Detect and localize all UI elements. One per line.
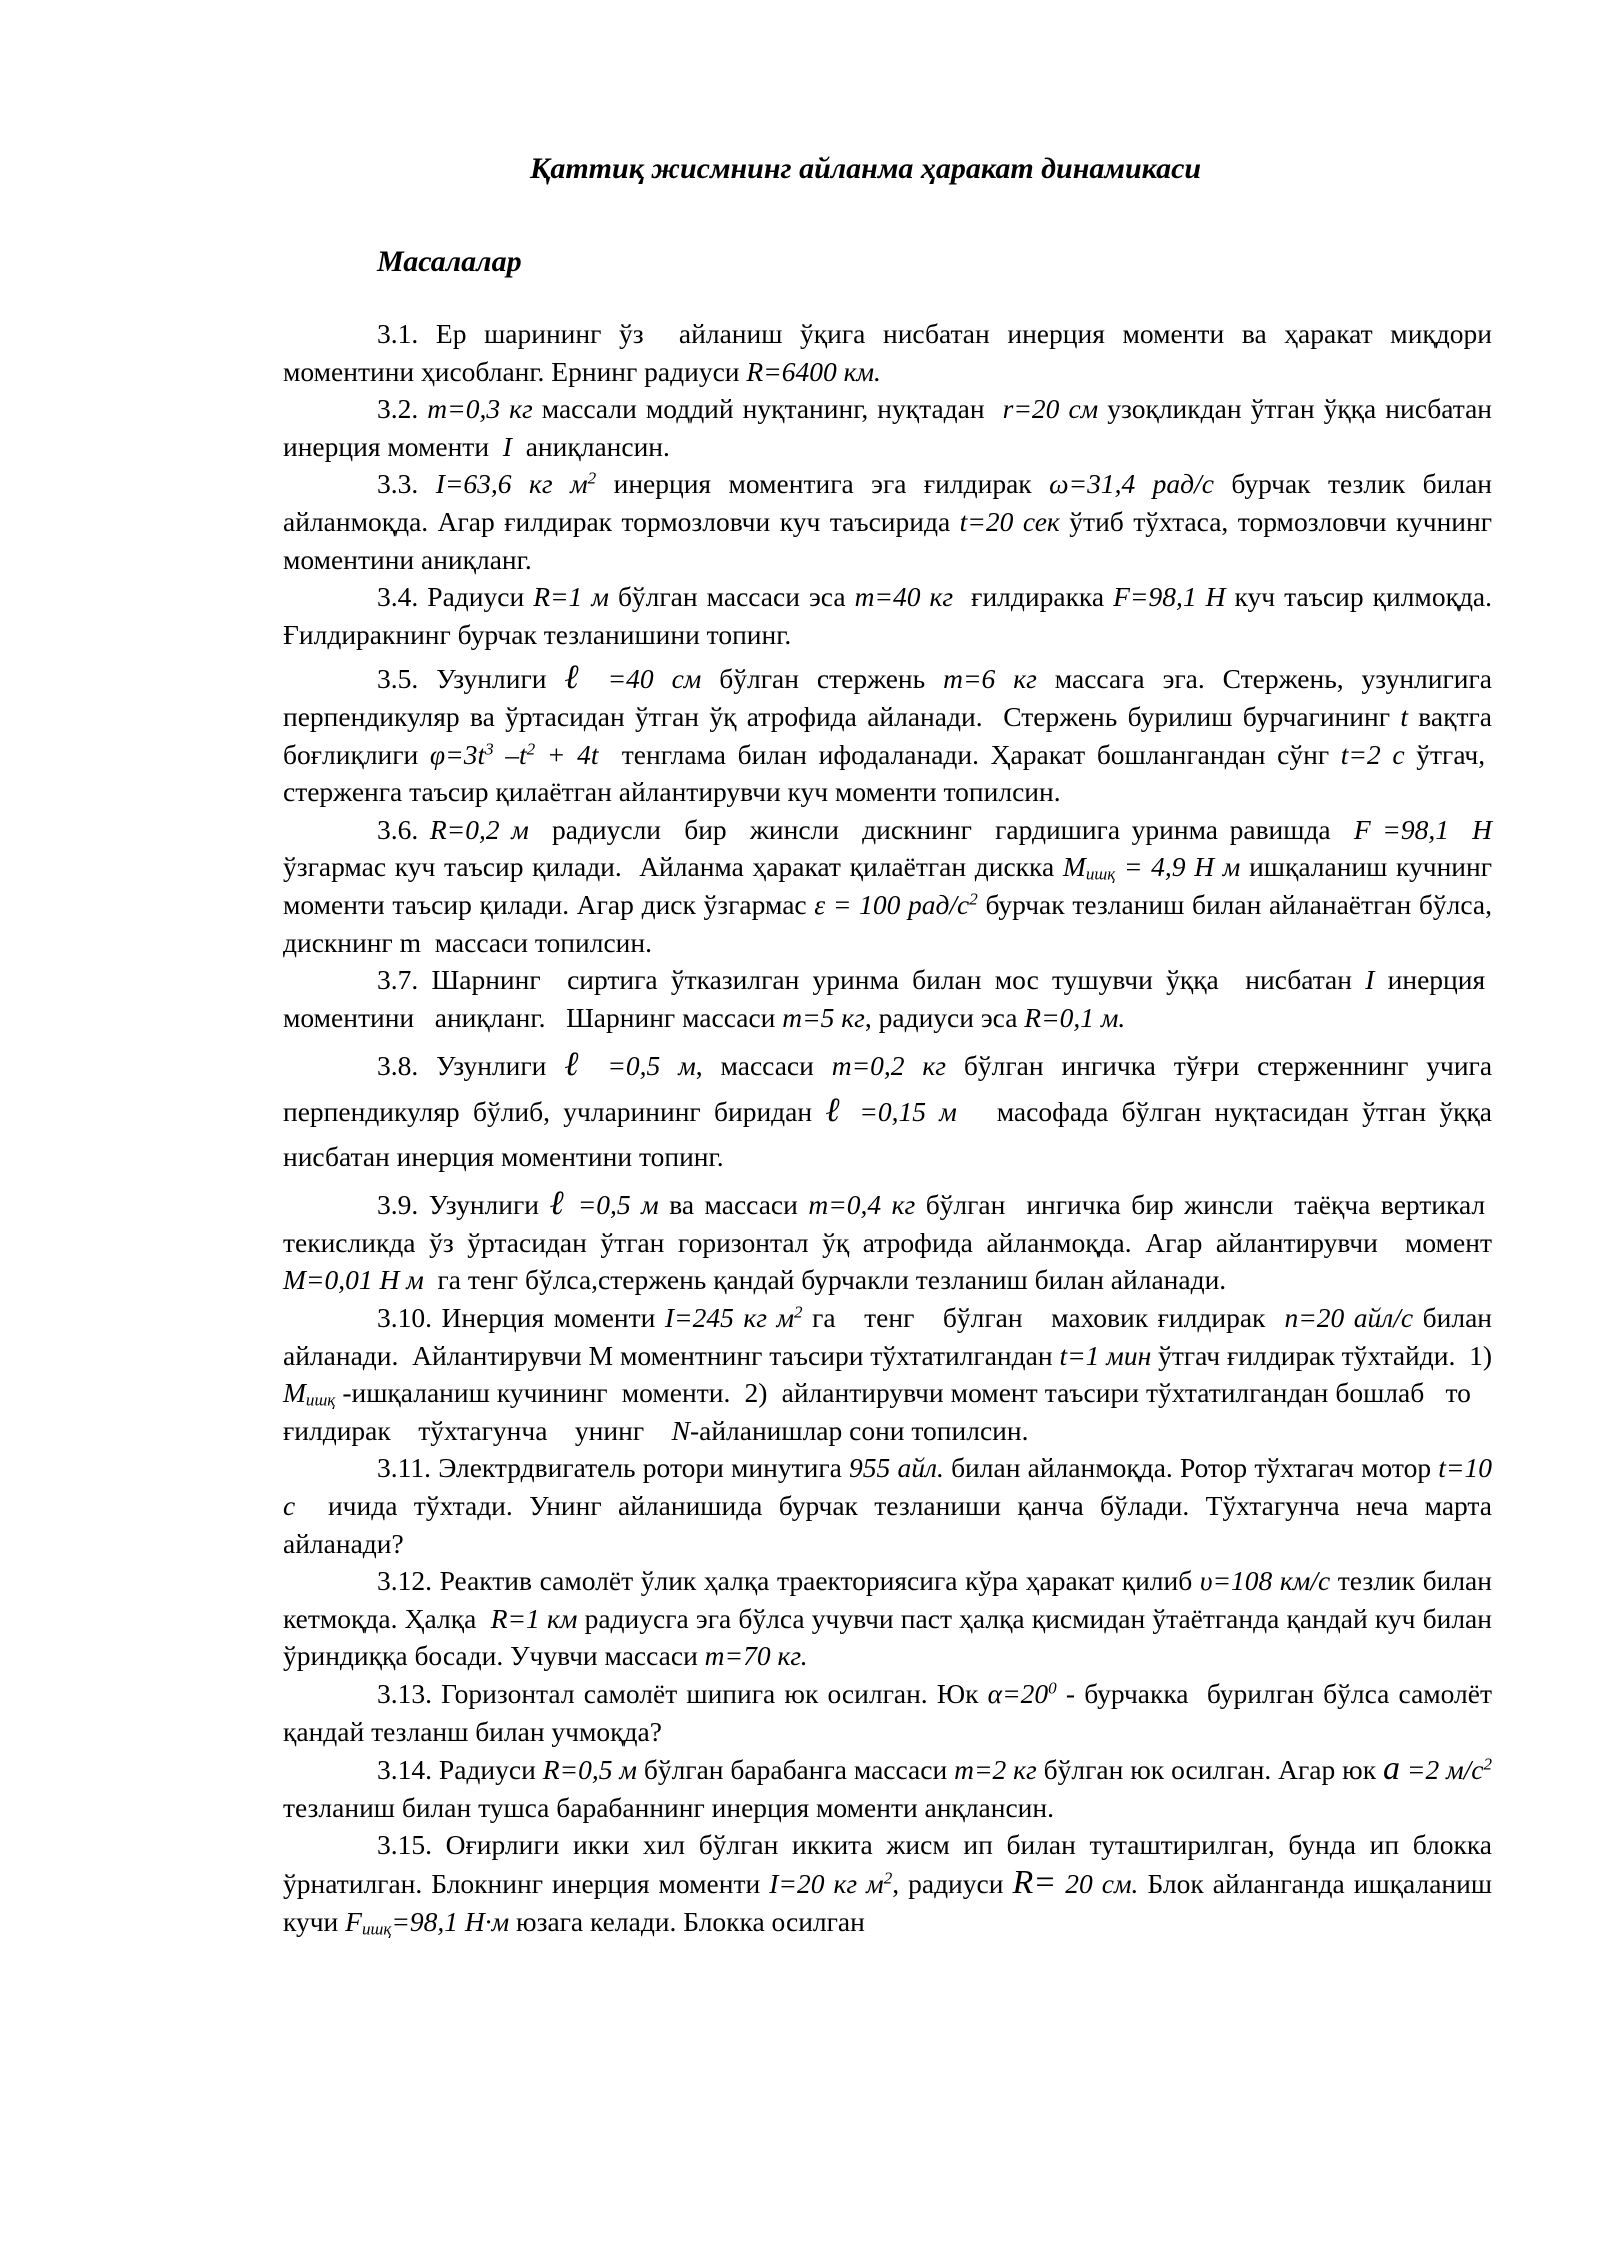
problem-3-9: 3.9. Узунлиги ℓ =0,5 м ва массаси m=0,4 кг бўлган ингичка бир жинсли таёқча вертикал текисликда ўз ўртасидан ўтган горизонтал ўқ атрофида айланмоқда. Агар айлантирувчи момент M=0,01 Н м га тенг бўлса,стержень қандай бурчакли тезланиш билан айланади. <box>283 1185 1493 1296</box>
section-heading: Масалалар <box>377 245 522 278</box>
problem-list <box>283 315 1492 1940</box>
problem-3-6: 3.6. R=0,2 м радиусли бир жинсли дискнинг гардишига уринма равишда F =98,1 Н ўзгармас куч таъсир қилади. Айланма ҳаракат қилаётган дискка $М_{ишқ} = 4,9$ Н м ишқаланиш кучнинг моменти таъсир қилади. Агар диск ўзгармас ε = 100 рад/$с^2$ бурчак тезланиш билан айланаётган бўлса, дискнинг m массаси топилсин. <box>283 813 1493 958</box>
problem-3-13: 3.13. Горизонтал самолёт шипига юк осилган. Юк $\alpha=20^0$ - бурчакка бурилган бўлса самолёт қандай тезланш билан учмоқда? <box>283 1678 1493 1747</box>
problem-3-14: 3.14. Радиуси R=0,5 м бўлган барабанга массаси m=2 кг бўлган юк осилган. Агар юк a =2 $м/с^2$ тезланиш билан тушса барабаннинг инерция моменти анқлансин. <box>283 1750 1493 1823</box>
problem-3-4: 3.4. Радиуси R=1 м бўлган массаси эса m=40 кг ғилдиракка F=98,1 Н куч таъсир қилмоқда. Ғилдиракнинг бурчак тезланишини топинг. <box>283 581 1493 650</box>
problem-3-5: 3.5. Узунлиги ℓ =40 см бўлган стержень m=6 кг массага эга. Стержень, узунлигига перпендикуляр ва ўртасидан ўтган ўқ атрофида айланади. Стержень бурилиш бурчагининг t вақтга боғлиқлиги $\varphi=3t^3$ $-t^2 + 4t$ тенглама билан ифодаланади. Ҳаракат бошлангандан сўнг t=2 с ўтгач, стерженга таъсир қилаётган айлантирувчи куч моменти топилсин. <box>283 659 1493 808</box>
problem-3-10: 3.10. Инерция моменти I=245 кг $м^2$ га тенг бўлган маховик ғилдирак n=20 айл/с билан айланади. Айлантирувчи М моментнинг таъсири тўхтатилгандан t=1 мин ўтгач ғилдирак тўхтайди. 1) $М_{ишқ}$ -ишқаланиш кучининг моменти. 2) айлантирувчи момент таъсири тўхтатилгандан бошлаб то ғилдирак тўхтагунча унинг N-айланишлар сони топилсин. <box>283 1302 1493 1446</box>
problem-3-8: 3.8. Узунлиги ℓ =0,5 м, массаси m=0,2 кг бўлган ингичка тўғри стерженнинг учига перпендикуляр бўлиб, учларининг биридан ℓ =0,15 м масофада бўлган нуқтасидан ўтган ўққа нисбатан инерция моментини топинг. <box>283 1046 1493 1173</box>
problem-3-3: 3.3. I=63,6 кг $м^2$ инерция моментига эга ғилдирак ω=31,4 рад/с бурчак тезлик билан айланмоқда. Агар ғилдирак тормозловчи куч таъсирида t=20 сек ўтиб тўхтаса, тормозловчи кучнинг моментини аниқланг. <box>283 468 1493 575</box>
problem-3-15: 3.15. Оғирлиги икки хил бўлган иккита жисм ип билан туташтирилган, бунда ип блокка ўрнатилган. Блокнинг инерция моменти I=20 кг $м^2$, радиуси R= 20 см. Блок айланганда ишқаланиш кучи $F_{ишқ}=98,1$ Н·м юзага келади. Блокка осилган <box>283 1829 1493 1938</box>
problem-3-12: 3.12. Реактив самолёт ўлик ҳалқа траекториясига кўра ҳаракат қилиб υ=108 км/с тезлик билан кетмоқда. Ҳалқа R=1 км радиусга эга бўлса учувчи паст ҳалқа қисмидан ўтаётганда қандай куч билан ўриндиққа босади. Учувчи массаси m=70 кг. <box>283 1565 1492 1672</box>
document-title: Қаттиқ жисмнинг айланма ҳаракат динамикаси <box>530 152 1202 185</box>
problem-3-7: 3.7. Шарнинг сиртига ўтказилган уринма билан мос тушувчи ўққа нисбатан I инерция моментини аниқланг. Шарнинг массаси m=5 кг, радиуси эса R=0,1 м. <box>283 964 1492 1033</box>
problem-3-2: 3.2. m=0,3 кг массали моддий нуқтанинг, нуқтадан r=20 см узоқликдан ўтган ўққа нисбатан инерция моменти I аниқлансин. <box>283 393 1493 462</box>
problem-3-1: 3.1. Ер шарининг ўз айланиш ўқига нисбатан инерция моменти ва ҳаракат миқдори моментини ҳисобланг. Ернинг радиуси R=6400 км. <box>283 318 1492 387</box>
problem-3-11: 3.11. Электрдвигатель ротори минутига 955 айл. билан айланмоқда. Ротор тўхтагач мотор t=10 с ичида тўхтади. Унинг айланишида бурчак тезланиши қанча бўлади. Тўхтагунча неча марта айланади? <box>283 1452 1492 1559</box>
